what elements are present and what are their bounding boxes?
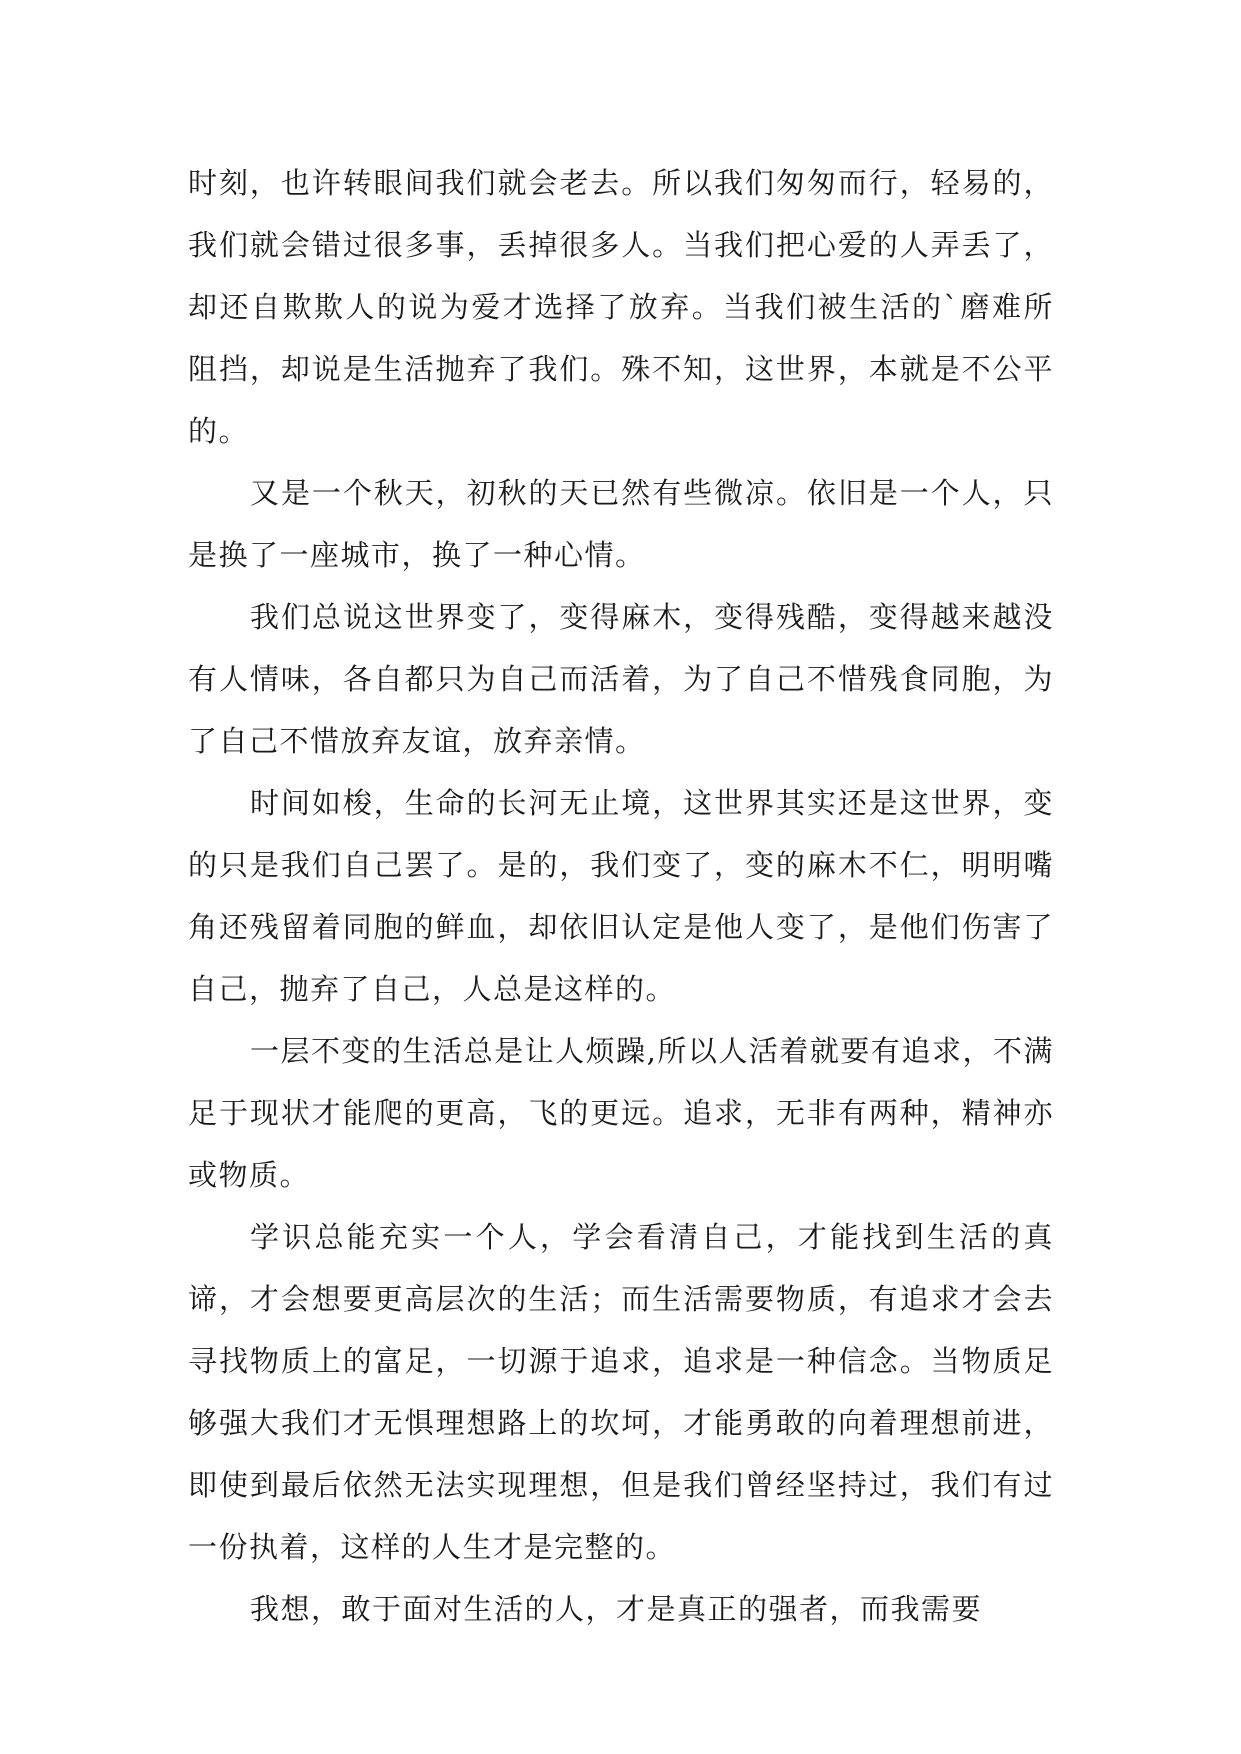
paragraph-2: 又是一个秋天，初秋的天已然有些微凉。依旧是一个人，只是换了一座城市，换了一种心情。 <box>188 476 1054 572</box>
paragraph-6: 学识总能充实一个人，学会看清自己，才能找到生活的真谛，才会想要更高层次的生活；而生活需要物质，有追求才会去寻找物质上的富足，一切源于追求，追求是一种信念。当物质足够强大我们才无惧理想路上的坎坷，才能勇敢的向着理想前进，即使到最后依然无法实现理想，但是我们曾经坚持过，我们有过一份执着，这样的人生才是完整的。 <box>188 1220 1054 1564</box>
document-body <box>188 152 1054 1640</box>
paragraph-4: 时间如梭，生命的长河无止境，这世界其实还是这世界，变的只是我们自己罢了。是的，我们变了，变的麻木不仁，明明嘴角还残留着同胞的鲜血，却依旧认定是他人变了，是他们伤害了自己，抛弃了自己，人总是这样的。 <box>188 786 1054 1006</box>
paragraph-7: 我想，敢于面对生活的人，才是真正的强者，而我需要 <box>250 1592 983 1626</box>
paragraph-1: 时刻，也许转眼间我们就会老去。所以我们匆匆而行，轻易的，我们就会错过很多事，丢掉很多人。当我们把心爱的人弄丢了，却还自欺欺人的说为爱才选择了放弃。当我们被生活的`磨难所阻挡，却说是生活抛弃了我们。殊不知，这世界，本就是不公平的。 <box>188 166 1054 448</box>
paragraph-3: 我们总说这世界变了，变得麻木，变得残酷，变得越来越没有人情味，各自都只为自己而活着，为了自己不惜残食同胞，为了自己不惜放弃友谊，放弃亲情。 <box>188 600 1054 758</box>
paragraph-5: 一层不变的生活总是让人烦躁,所以人活着就要有追求，不满足于现状才能爬的更高，飞的更远。追求，无非有两种，精神亦或物质。 <box>188 1034 1054 1192</box>
